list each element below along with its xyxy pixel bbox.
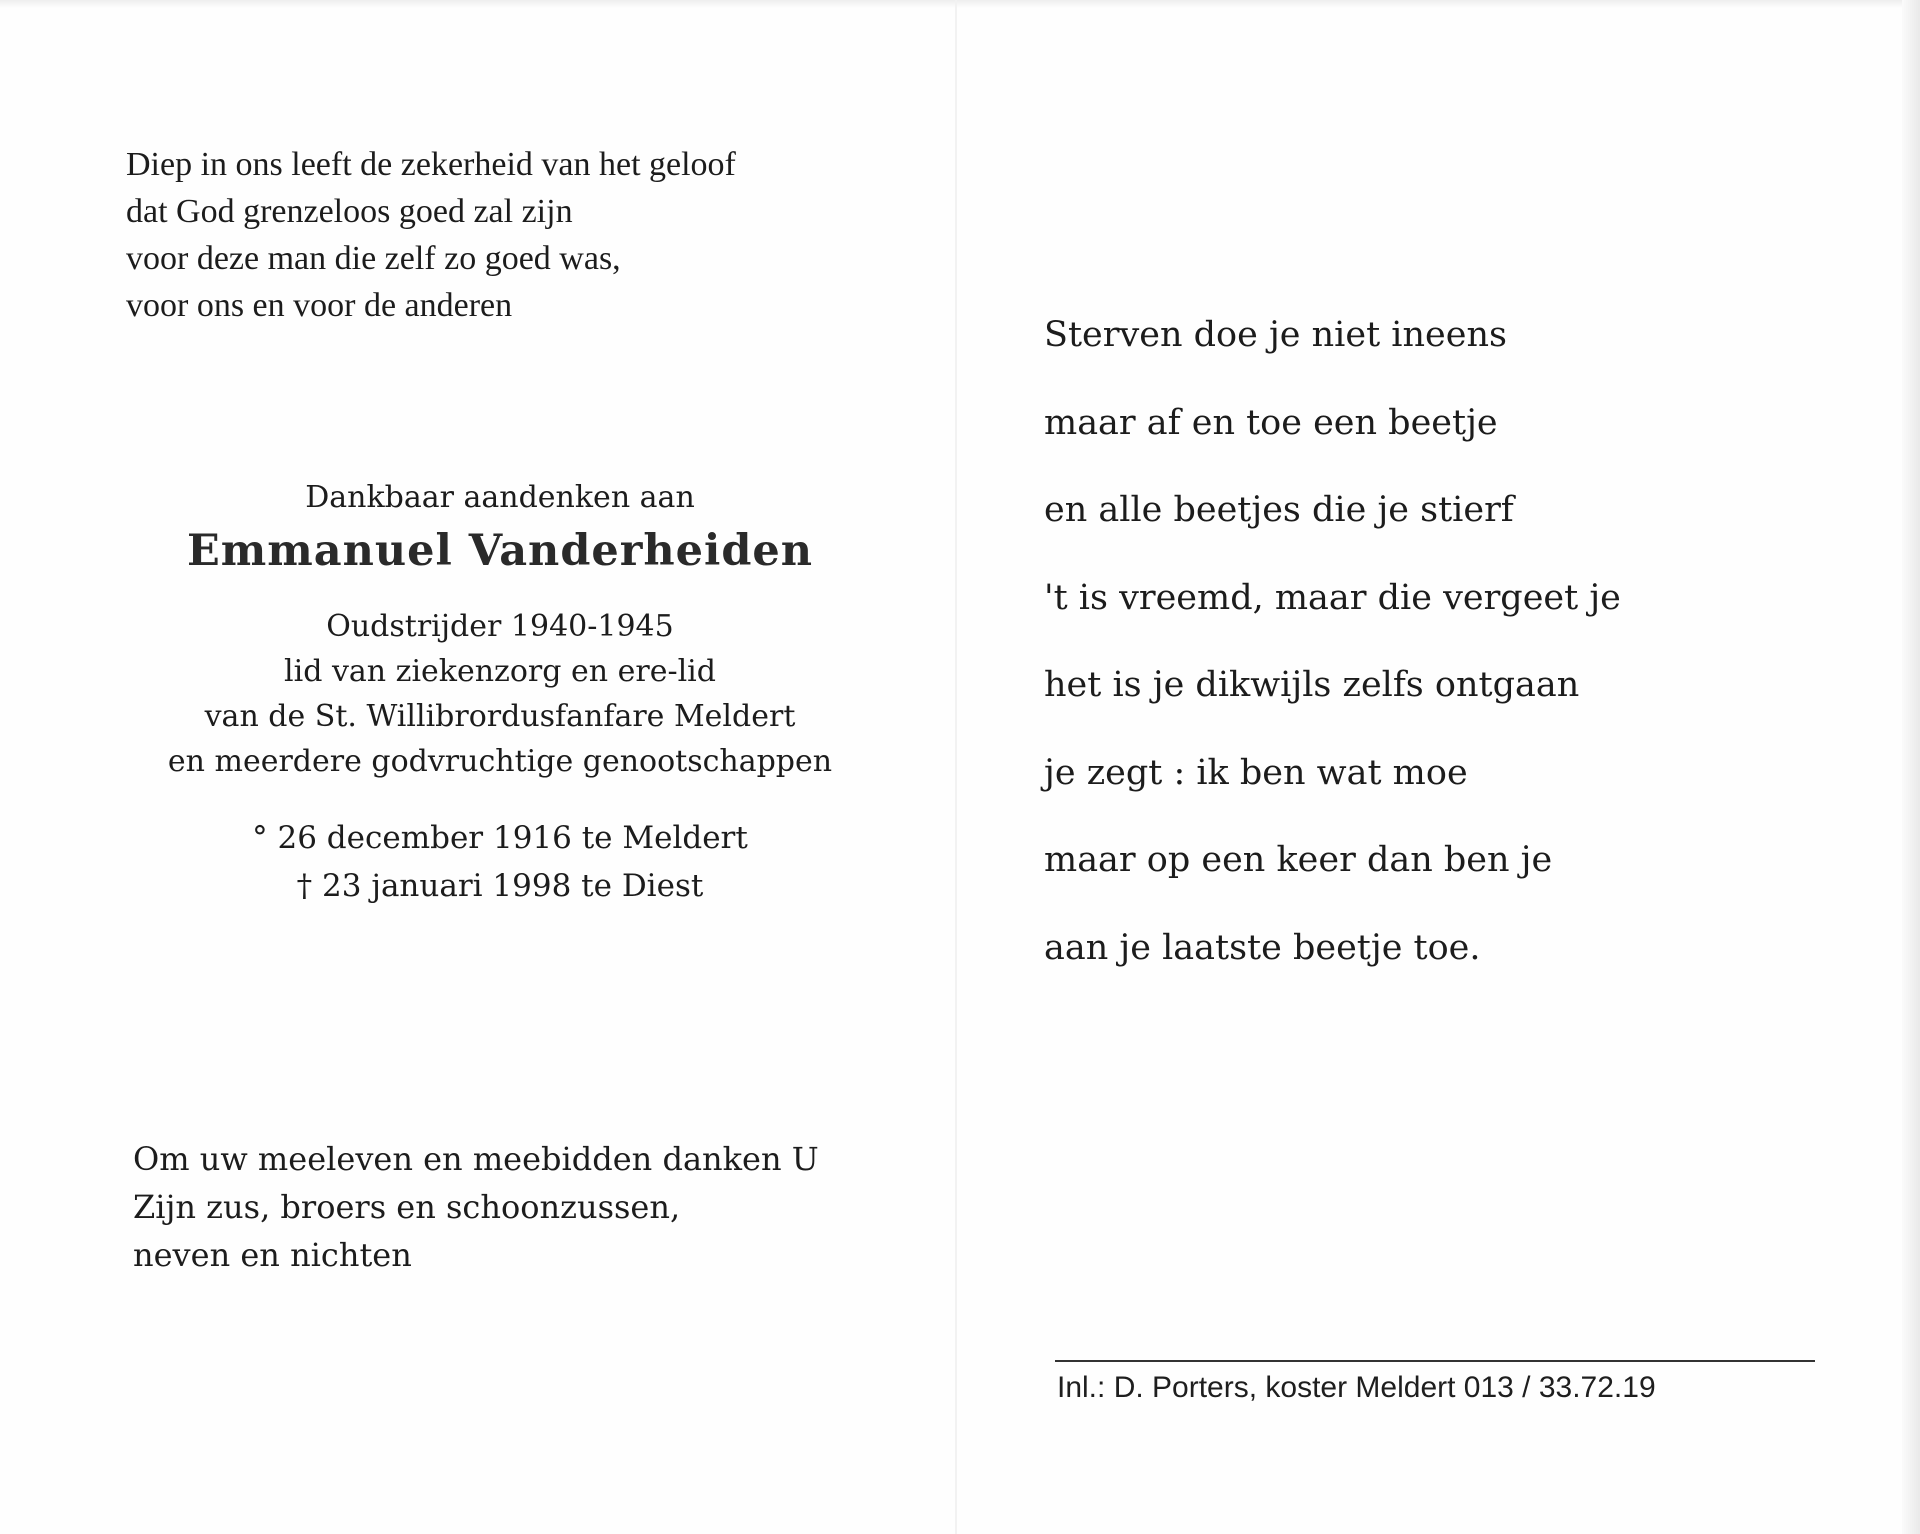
affiliation-line: van de St. Willibrordusfanfare Meldert <box>204 699 796 734</box>
memorial-heading: Dankbaar aandenken aan <box>305 480 695 515</box>
affiliations <box>120 604 880 784</box>
birth-date: ° 26 december 1916 te Meldert <box>252 820 748 856</box>
thanks-line: Zijn zus, broers en schoonzussen, <box>133 1188 681 1226</box>
card-right-edge <box>1902 0 1920 1534</box>
card-top-edge <box>0 0 1920 8</box>
printer-divider <box>1055 1360 1815 1362</box>
verse-line: voor deze man die zelf zo goed was, <box>126 240 621 277</box>
life-dates <box>120 814 880 910</box>
verse-line: dat God grenzeloos goed zal zijn <box>126 193 573 230</box>
memorial-block <box>120 476 880 910</box>
affiliation-line: Oudstrijder 1940-1945 <box>326 609 674 644</box>
affiliation-line: en meerdere godvruchtige genootschappen <box>167 744 833 779</box>
poem-line: maar af en toe een beetje <box>1044 402 1498 443</box>
printer-info: Inl.: D. Porters, koster Meldert 013 / 33.72.19 <box>1057 1371 1656 1404</box>
poem <box>1044 292 1864 992</box>
poem-line: het is je dikwijls zelfs ontgaan <box>1044 665 1580 705</box>
poem-line: aan je laatste beetje toe. <box>1044 927 1481 968</box>
card-fold-line <box>955 0 957 1534</box>
poem-line: en alle beetjes die je stierf <box>1044 490 1514 530</box>
thanks-block <box>133 1135 913 1279</box>
opening-verse <box>126 141 886 329</box>
affiliation-line: lid van ziekenzorg en ere-lid <box>284 654 716 689</box>
poem-line: maar op een keer dan ben je <box>1044 840 1553 880</box>
death-date: † 23 januari 1998 te Diest <box>296 868 704 904</box>
poem-line: Sterven doe je niet ineens <box>1044 315 1507 355</box>
thanks-line: neven en nichten <box>133 1236 412 1274</box>
verse-line: voor ons en voor de anderen <box>126 287 513 324</box>
poem-line: 't is vreemd, maar die vergeet je <box>1044 577 1621 618</box>
poem-line: je zegt : ik ben wat moe <box>1044 752 1468 793</box>
verse-line: Diep in ons leeft de zekerheid van het geloof <box>126 146 736 183</box>
deceased-name: Emmanuel Vanderheiden <box>186 526 814 576</box>
thanks-line: Om uw meeleven en meebidden danken U <box>133 1140 819 1178</box>
